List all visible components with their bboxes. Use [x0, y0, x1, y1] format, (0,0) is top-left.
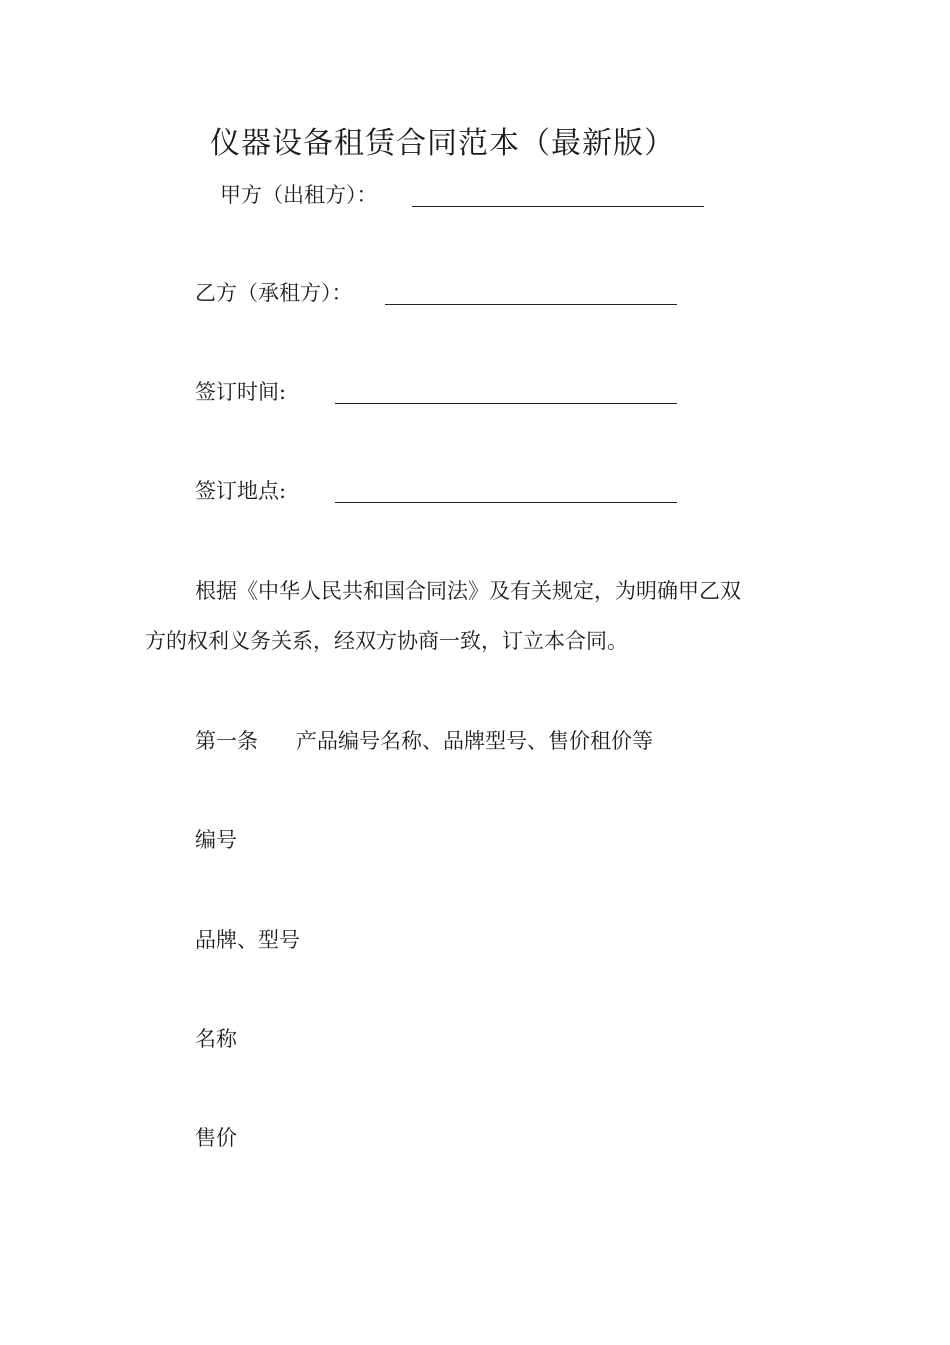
field-signing-time: [195, 377, 685, 407]
field-signing-time-label: 签订时间:: [195, 380, 287, 404]
field-party-a: [220, 180, 710, 210]
field-signing-place-label: 签订地点:: [195, 479, 287, 503]
article-1-title: 产品编号名称、品牌型号、售价租价等: [296, 729, 653, 753]
field-signing-place-blank: [335, 502, 677, 503]
preamble-paragraph: 根据《中华人民共和国合同法》及有关规定，为明确甲乙双方的权利义务关系，经双方协商一致，订立本合同。: [145, 579, 741, 653]
field-party-a-label: 甲方（出租方）：: [220, 183, 378, 207]
field-party-b: [195, 278, 685, 308]
article-1-number: 第一条: [195, 729, 258, 753]
field-signing-place: [195, 476, 685, 506]
item-number: 编号: [195, 828, 237, 852]
item-name: 名称: [195, 1027, 237, 1051]
field-party-b-blank: [385, 304, 677, 305]
item-price: 售价: [195, 1126, 237, 1150]
field-party-a-blank: [412, 206, 704, 207]
item-brand-model: 品牌、型号: [195, 928, 300, 952]
field-signing-time-blank: [335, 403, 677, 404]
document-title: 仪器设备租赁合同范本（最新版）: [210, 126, 675, 161]
field-party-b-label: 乙方（承租方）：: [195, 281, 353, 305]
